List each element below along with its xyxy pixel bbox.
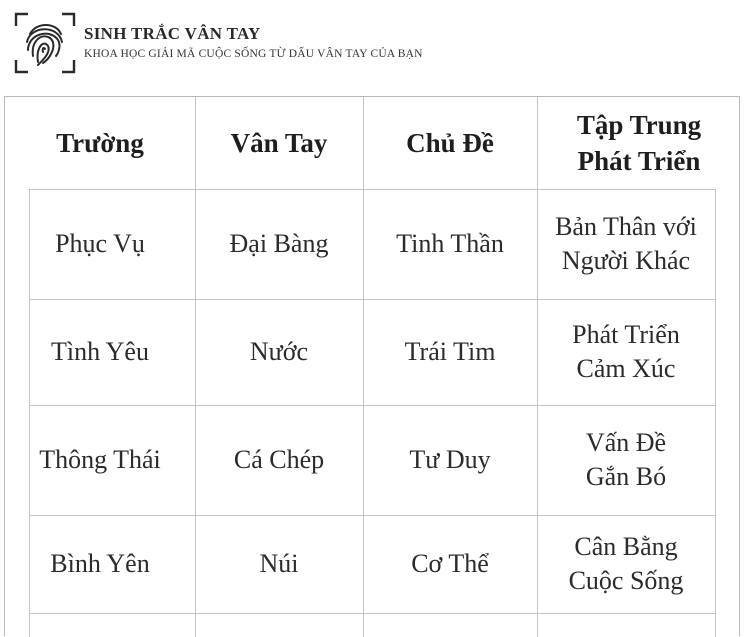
grid-line xyxy=(715,189,716,637)
table-cell: Phát Triển Cảm Xúc xyxy=(572,320,680,383)
brand-title: SINH TRẮC VÂN TAY xyxy=(84,24,261,43)
column-header: Chủ Đề xyxy=(406,128,494,158)
table-cell: Bình Yên xyxy=(50,549,150,578)
column-header: Trường xyxy=(56,128,144,158)
table-cell: Cân Bằng Cuộc Sống xyxy=(568,532,684,595)
table-cell: Vấn Đề Gắn Bó xyxy=(585,428,667,491)
table-cell: Tư Duy xyxy=(409,445,491,474)
table-cell: Tinh Thần xyxy=(396,229,504,258)
column-header: Vân Tay xyxy=(230,128,328,158)
fingerprint-logo xyxy=(14,12,76,74)
column-header: Tập Trung Phát Triển xyxy=(576,110,702,176)
table-cell: Trái Tim xyxy=(404,337,496,366)
fingerprint-table xyxy=(4,96,740,636)
brand-tagline: KHOA HỌC GIẢI MÃ CUỘC SỐNG TỪ DẤU VÂN TAY CỦA BẠN xyxy=(84,48,423,60)
table-cell: Cá Chép xyxy=(233,445,325,474)
table-cell: Tình Yêu xyxy=(51,337,149,366)
table-cell: Đại Bàng xyxy=(229,229,329,258)
table-cell: Nước xyxy=(249,337,309,366)
fingerprint-icon xyxy=(14,12,76,74)
table-cell: Cơ Thể xyxy=(411,549,489,578)
table-cell: Núi xyxy=(259,549,299,578)
table-cell: Thông Thái xyxy=(39,445,161,474)
grid-line xyxy=(29,613,715,614)
table-cell: Bản Thân với Người Khác xyxy=(555,212,697,275)
table-cell: Phục Vụ xyxy=(55,229,145,258)
